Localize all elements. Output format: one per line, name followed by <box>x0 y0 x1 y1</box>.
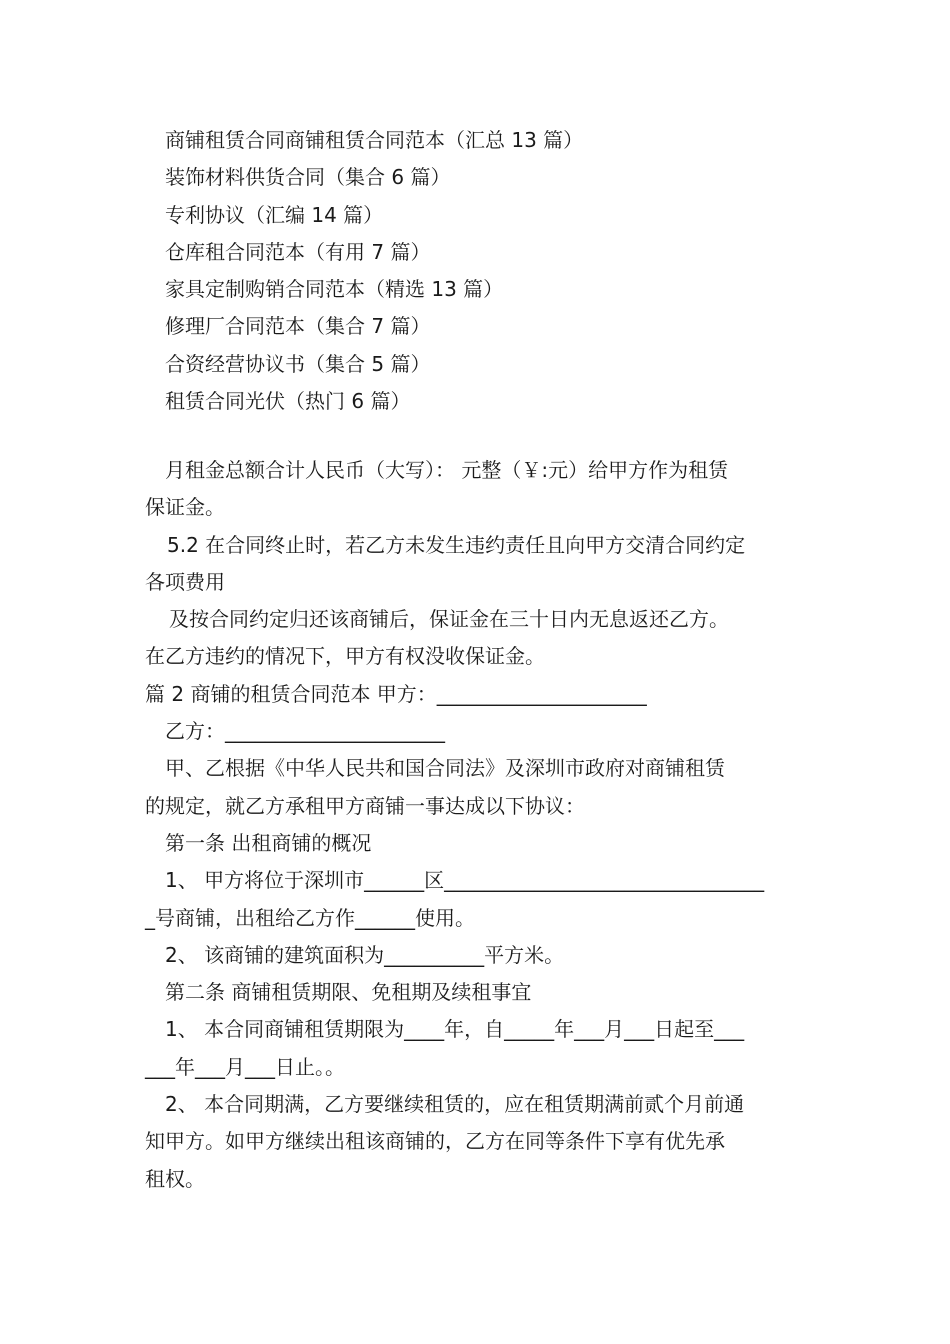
paragraph-line: 2、 本合同期满，乙方要继续租赁的，应在租赁期满前贰个月前通 <box>165 1092 745 1117</box>
toc-item: 商铺租赁合同商铺租赁合同范本（汇总 13 篇） <box>165 128 584 152</box>
paragraph-line: 1、 本合同商铺租赁期限为____年，自_____年___月___日起至___ <box>165 1017 745 1042</box>
paragraph-line: 月租金总额合计人民币（大写）： 元整（￥:元）给甲方作为租赁 <box>165 458 729 482</box>
paragraph-line: 保证金。 <box>145 495 225 520</box>
paragraph-line: 各项费用 <box>145 569 225 594</box>
paragraph-line: 2、 该商铺的建筑面积为__________平方米。 <box>165 942 565 967</box>
paragraph-line: _号商铺，出租给乙方作______使用。 <box>145 905 475 930</box>
toc-item: 合资经营协议书（集合 5 篇） <box>165 351 431 376</box>
toc-item: 家具定制购销合同范本（精选 13 篇） <box>165 277 504 302</box>
toc-item: 专利协议（汇编 14 篇） <box>165 202 384 227</box>
table-of-contents <box>165 122 805 420</box>
paragraph-line: 知甲方。如甲方继续出租该商铺的，乙方在同等条件下享有优先承 <box>145 1129 725 1154</box>
paragraph-line: 的规定，就乙方承租甲方商铺一事达成以下协议： <box>145 793 585 818</box>
toc-item: 装饰材料供货合同（集合 6 篇） <box>165 165 451 190</box>
toc-item: 修理厂合同范本（集合 7 篇） <box>165 314 431 339</box>
article-heading: 第二条 商铺租赁期限、免租期及续租事宜 <box>165 980 532 1005</box>
paragraph-line: 1、 甲方将位于深圳市______区________________________________ <box>165 868 765 893</box>
paragraph-line: 5.2 在合同终止时，若乙方未发生违约责任且向甲方交清合同约定 <box>167 532 746 557</box>
toc-item: 仓库租合同范本（有用 7 篇） <box>165 239 431 264</box>
contract-body <box>145 452 810 1198</box>
paragraph-line: 乙方：______________________ <box>165 719 445 744</box>
paragraph-line: 租权。 <box>145 1166 205 1191</box>
toc-item: 租赁合同光伏（热门 6 篇） <box>165 389 411 414</box>
section-heading: 篇 2 商铺的租赁合同范本 甲方：_____________________ <box>145 681 647 706</box>
paragraph-line: 甲、乙根据《中华人民共和国合同法》及深圳市政府对商铺租赁 <box>165 756 725 781</box>
paragraph-line: ___年___月___日止。。 <box>145 1054 345 1079</box>
paragraph-line: 在乙方违约的情况下，甲方有权没收保证金。 <box>145 644 545 669</box>
article-heading: 第一条 出租商铺的概况 <box>165 830 372 855</box>
paragraph-line: 及按合同约定归还该商铺后，保证金在三十日内无息返还乙方。 <box>169 607 729 632</box>
